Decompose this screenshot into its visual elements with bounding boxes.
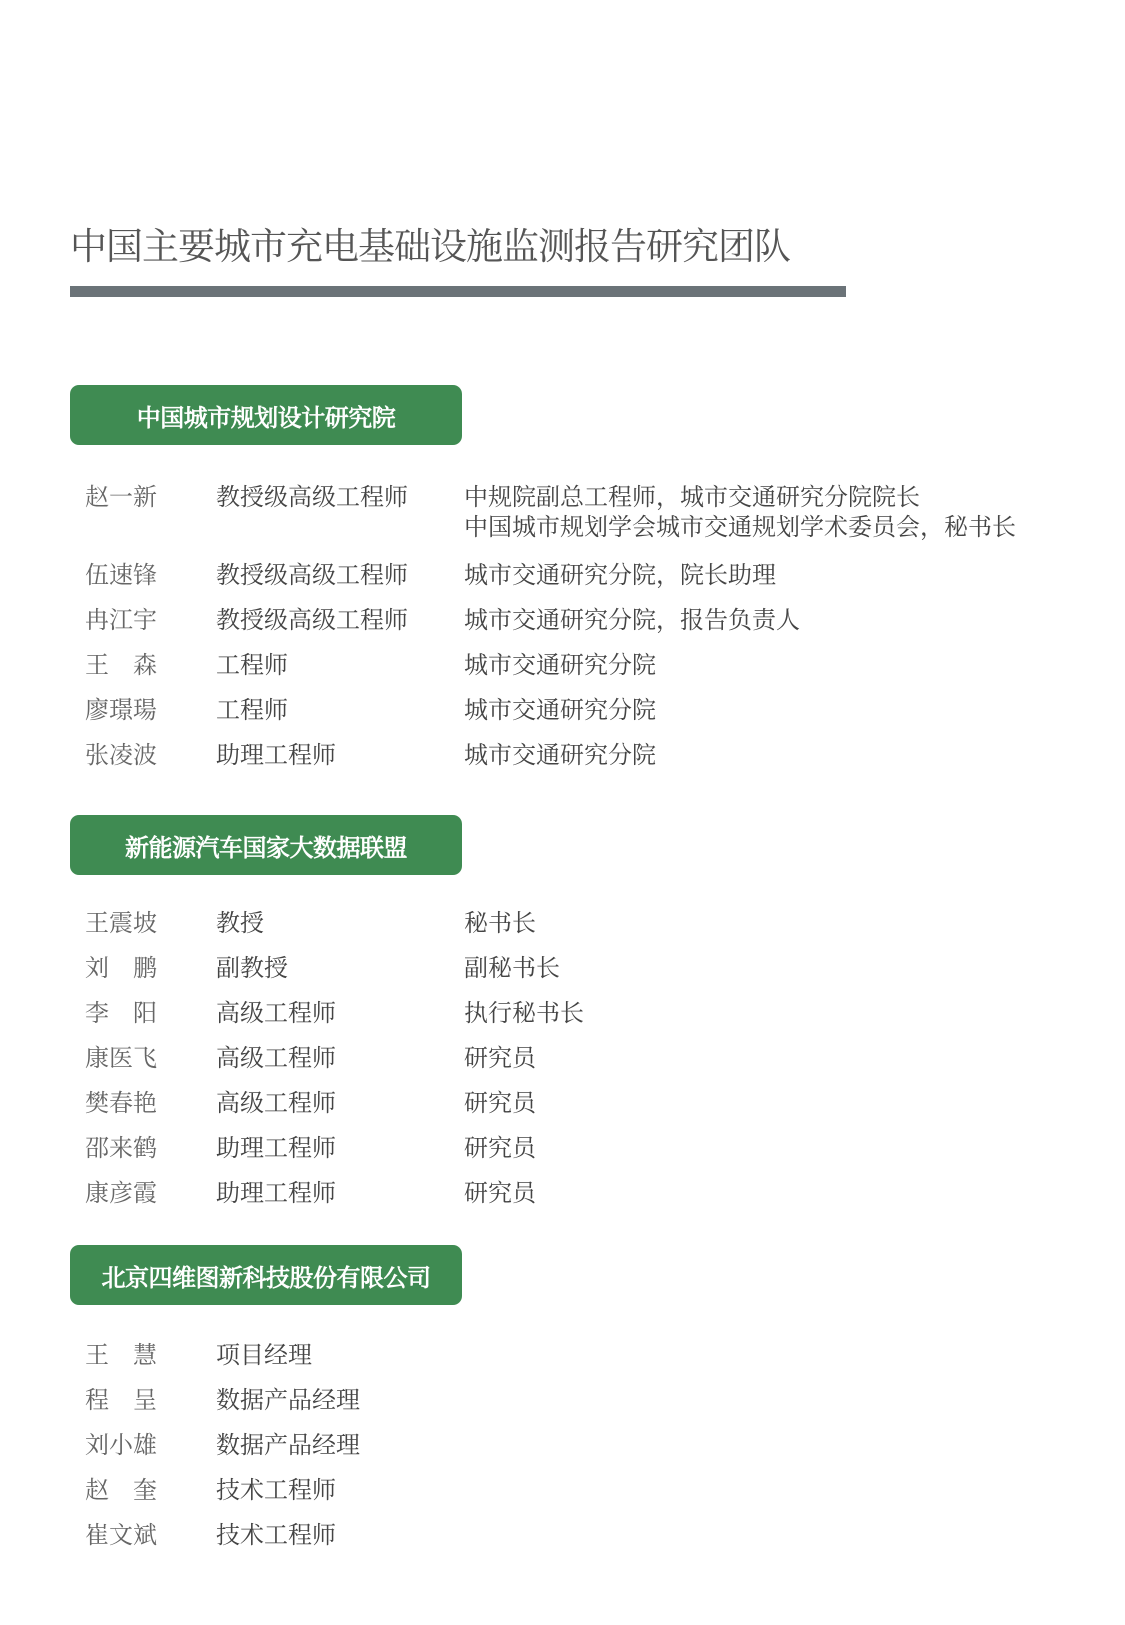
member-name: 冉江宇 (85, 606, 157, 634)
member-role: 执行秘书长 (464, 999, 584, 1027)
member-name: 崔文斌 (85, 1521, 157, 1549)
member-role: 研究员 (464, 1044, 536, 1072)
member-role: 秘书长 (464, 909, 536, 937)
member-name: 樊春艳 (85, 1089, 157, 1117)
page-title: 中国主要城市充电基础设施监测报告研究团队 (70, 225, 790, 268)
member-name: 刘 鹏 (85, 954, 157, 982)
member-name: 张凌波 (85, 741, 157, 769)
member-name: 赵一新 (85, 483, 157, 511)
member-name: 邵来鹤 (85, 1134, 157, 1162)
member-role: 研究员 (464, 1134, 536, 1162)
member-title: 教授级高级工程师 (216, 606, 408, 634)
member-name: 李 阳 (85, 999, 157, 1027)
member-name: 程 呈 (85, 1386, 157, 1414)
member-name: 王 森 (85, 651, 157, 679)
member-name: 康医飞 (85, 1044, 157, 1072)
member-name: 廖璟瑒 (85, 696, 157, 724)
member-role: 城市交通研究分院 (464, 651, 656, 679)
member-title: 高级工程师 (216, 999, 336, 1027)
member-title: 助理工程师 (216, 1134, 336, 1162)
member-role: 副秘书长 (464, 954, 560, 982)
member-title: 数据产品经理 (216, 1386, 360, 1414)
member-name: 王震坡 (85, 909, 157, 937)
member-role: 城市交通研究分院 (464, 741, 656, 769)
member-role-line2: 中国城市规划学会城市交通规划学术委员会，秘书长 (464, 513, 1016, 541)
member-name: 赵 奎 (85, 1476, 157, 1504)
member-title: 副教授 (216, 954, 288, 982)
member-role: 城市交通研究分院，院长助理 (464, 561, 776, 589)
member-title: 教授 (216, 909, 264, 937)
section-header-navinfo: 北京四维图新科技股份有限公司 (70, 1245, 462, 1305)
member-role: 研究员 (464, 1089, 536, 1117)
member-title: 助理工程师 (216, 1179, 336, 1207)
member-title: 高级工程师 (216, 1044, 336, 1072)
member-title: 教授级高级工程师 (216, 561, 408, 589)
member-title: 技术工程师 (216, 1476, 336, 1504)
member-name: 刘小雄 (85, 1431, 157, 1459)
member-role: 城市交通研究分院 (464, 696, 656, 724)
member-role-line1: 中规院副总工程师，城市交通研究分院院长 (464, 483, 920, 511)
member-title: 项目经理 (216, 1341, 312, 1369)
member-title: 数据产品经理 (216, 1431, 360, 1459)
member-title: 教授级高级工程师 (216, 483, 408, 511)
member-title: 助理工程师 (216, 741, 336, 769)
member-title: 工程师 (216, 651, 288, 679)
member-name: 康彦霞 (85, 1179, 157, 1207)
member-title: 工程师 (216, 696, 288, 724)
section-header-caupd: 中国城市规划设计研究院 (70, 385, 462, 445)
member-name: 伍速锋 (85, 561, 157, 589)
member-title: 技术工程师 (216, 1521, 336, 1549)
member-name: 王 慧 (85, 1341, 157, 1369)
member-role: 城市交通研究分院，报告负责人 (464, 606, 800, 634)
member-role (464, 482, 1016, 542)
member-title: 高级工程师 (216, 1089, 336, 1117)
title-rule (70, 286, 846, 297)
section-header-nev-alliance: 新能源汽车国家大数据联盟 (70, 815, 462, 875)
member-role: 研究员 (464, 1179, 536, 1207)
